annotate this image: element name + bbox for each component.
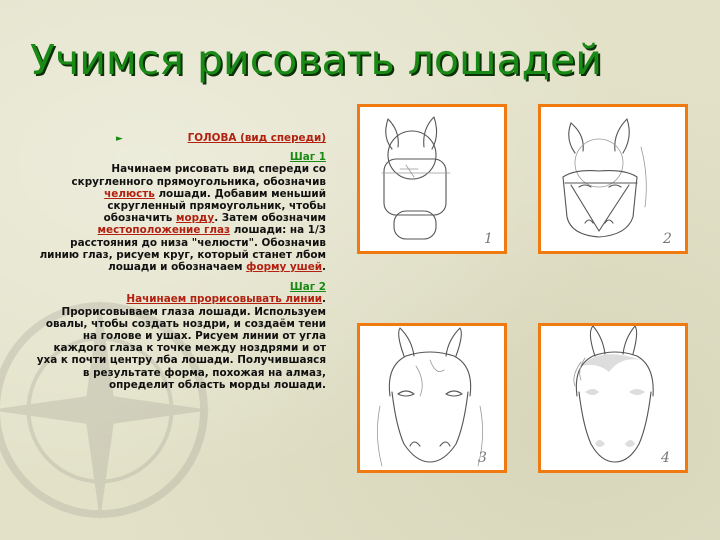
step-1-highlight-muzzle: морду bbox=[175, 212, 215, 225]
bullet-arrow-icon: ► bbox=[116, 134, 123, 144]
frame-1-number: 1 bbox=[484, 231, 493, 247]
step-1-text-part: лошади. Добавим меньший скругленный прямоугольник, чтобы обозначить bbox=[103, 187, 326, 225]
step-1-highlight-jaw: челюсть bbox=[104, 187, 155, 200]
horse-sketch-step-4 bbox=[541, 326, 685, 470]
horse-sketch-step-3 bbox=[360, 326, 504, 470]
slide-title: Учимся рисовать лошадей bbox=[30, 36, 602, 84]
horse-sketch-step-1 bbox=[360, 107, 504, 251]
step-1-highlight-eyes: местоположение глаз bbox=[97, 224, 231, 237]
drawing-step-2 bbox=[538, 104, 688, 254]
step-2-title: Шаг 2 bbox=[289, 281, 326, 294]
step-1-title: Шаг 1 bbox=[289, 151, 326, 164]
step-1-text-part: . bbox=[322, 261, 326, 274]
frame-4-number: 4 bbox=[661, 450, 670, 466]
section-heading: ГОЛОВА (вид спереди) bbox=[187, 132, 326, 144]
heading-line bbox=[116, 132, 326, 145]
instructions-text bbox=[36, 132, 326, 391]
step-1-text-part: лошади: на 1/3 расстояния до низа "челюсти". Обозначив линию глаз, рисуем круг, который станет лбом лошади и обозначаем bbox=[39, 224, 326, 274]
step-2-highlight-lines: Начинаем прорисовывать линии bbox=[126, 293, 323, 306]
drawing-step-1 bbox=[357, 104, 507, 254]
drawing-step-3 bbox=[357, 323, 507, 473]
step-1-highlight-ears: форму ушей bbox=[246, 261, 323, 274]
frame-2-number: 2 bbox=[663, 231, 672, 247]
frame-3-number: 3 bbox=[478, 450, 487, 466]
step-1-text-part: Начинаем рисовать вид спереди со скругленного прямоугольника, обозначив bbox=[71, 163, 326, 188]
step-2-text-part: . Прорисовываем глаза лошади. Используем овалы, чтобы создать ноздри, и создаём тени на голове и ушах. Рисуем линии от угла каждого глаза к точке между ноздрями и от уха к почти центру лба лошади. Получившаяся в результате форма, похожая на алмаз, определит область морды лошади. bbox=[36, 293, 326, 391]
step-2-text bbox=[36, 293, 326, 391]
horse-sketch-step-2 bbox=[541, 107, 685, 251]
drawing-step-4 bbox=[538, 323, 688, 473]
step-1-text-part: . Затем обозначим bbox=[214, 212, 326, 225]
step-1-text bbox=[36, 163, 326, 273]
